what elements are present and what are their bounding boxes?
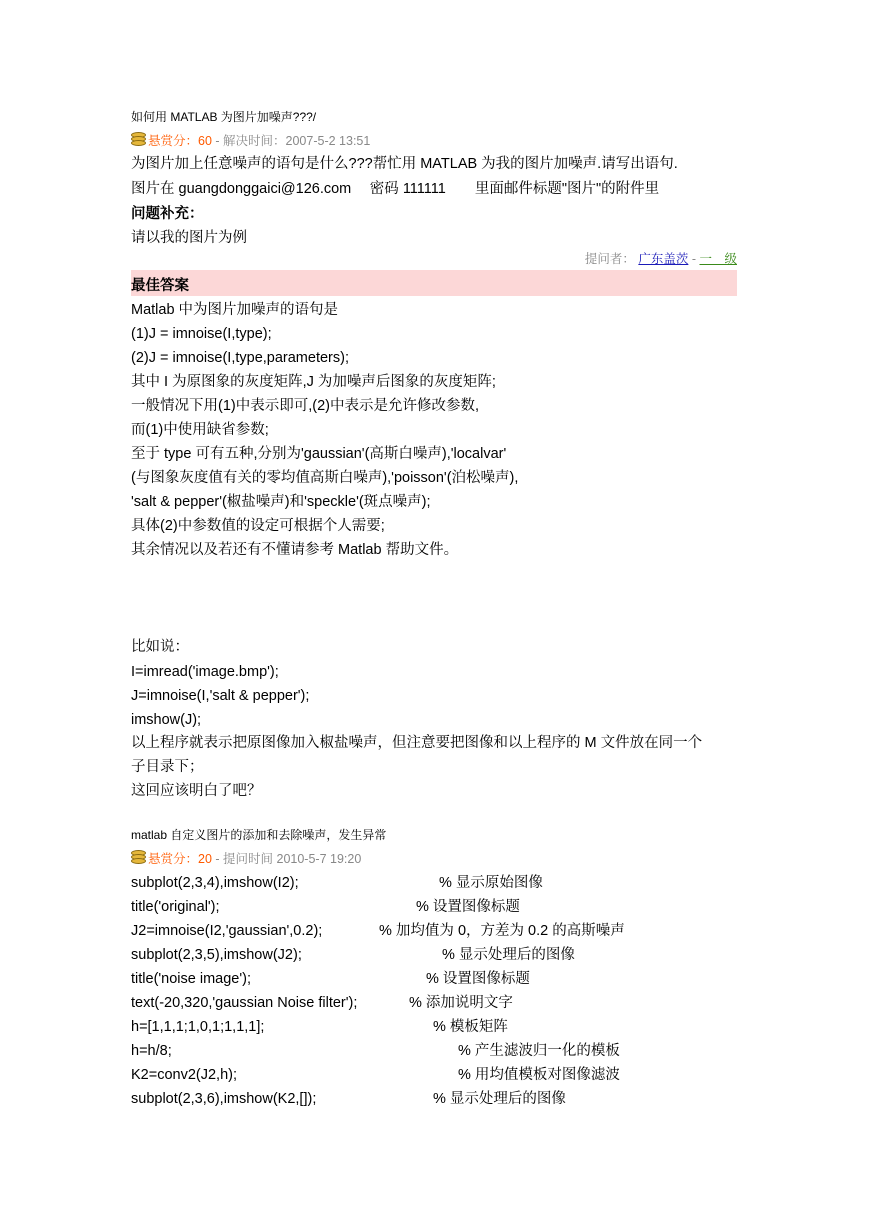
reward-label: 悬赏分： [148, 134, 199, 148]
asker-name-link[interactable]: 广东盖茨 [638, 252, 689, 266]
code-comment: % 加均值为 0，方差为 0.2 的高斯噪声 [379, 923, 625, 939]
best-answer-bar [131, 270, 737, 296]
example-line: 子目录下； [131, 759, 204, 775]
answer-line: 而(1)中使用缺省参数; [131, 422, 269, 438]
code-comment: % 显示处理后的图像 [433, 1091, 566, 1107]
coin-icon [131, 850, 148, 865]
asker-sep: - [688, 252, 700, 266]
answer-line: (2)J = imnoise(I,type,parameters); [131, 350, 349, 366]
example-line: J=imnoise(I,'salt & pepper'); [131, 688, 310, 704]
separator: - [211, 852, 224, 866]
ask-time: 提问时间 2010-5-7 19:20 [223, 852, 362, 866]
answer-line: 至于 type 可有五种,分别为'gaussian'(高斯白噪声),'localvar' [131, 446, 507, 462]
example-line: I=imread('image.bmp'); [131, 664, 279, 680]
question-title: 如何用 MATLAB 为图片加噪声???/ [131, 110, 317, 124]
code-line: subplot(2,3,5),imshow(J2); [131, 947, 302, 963]
code-line: J2=imnoise(I2,'gaussian',0.2); [131, 923, 323, 939]
example-line: 比如说： [131, 639, 189, 655]
reward-value: 20 [198, 852, 212, 866]
code-line: title('original'); [131, 899, 220, 915]
coin-icon [131, 132, 148, 147]
reward-line-2 [131, 850, 361, 868]
best-answer-heading: 最佳答案 [131, 278, 189, 294]
code-comment: % 设置图像标题 [426, 971, 530, 987]
answer-line: Matlab 中为图片加噪声的语句是 [131, 302, 339, 318]
asker-level-link[interactable]: 一 级 [699, 252, 737, 266]
code-comment: % 设置图像标题 [416, 899, 520, 915]
asker-label: 提问者： [584, 252, 635, 266]
answer-line: (与图象灰度值有关的零均值高斯白噪声),'poisson'(泊松噪声), [131, 470, 519, 486]
code-line: text(-20,320,'gaussian Noise filter'); [131, 995, 358, 1011]
code-line: subplot(2,3,6),imshow(K2,[]); [131, 1091, 317, 1107]
code-line: h=[1,1,1;1,0,1;1,1,1]; [131, 1019, 265, 1035]
code-comment: % 产生滤波归一化的模板 [458, 1043, 620, 1059]
code-comment: % 显示原始图像 [439, 875, 543, 891]
code-comment: % 显示处理后的图像 [442, 947, 575, 963]
answer-line: 'salt & pepper'(椒盐噪声)和'speckle'(斑点噪声); [131, 494, 431, 510]
question-line: 图片在 guangdonggaici@126.com 密码 111111 里面邮件标题"图片"的附件里 [131, 181, 660, 197]
supplement-title: 问题补充： [131, 206, 204, 222]
reward-line [131, 132, 370, 150]
code-line: title('noise image'); [131, 971, 251, 987]
code-line: h=h/8; [131, 1043, 172, 1059]
answer-line: (1)J = imnoise(I,type); [131, 326, 272, 342]
asker-info [585, 249, 737, 267]
code-line: K2=conv2(J2,h); [131, 1067, 237, 1083]
question2-title: matlab 自定义图片的添加和去除噪声，发生异常 [131, 828, 387, 842]
supplement-text: 请以我的图片为例 [131, 230, 247, 246]
example-line: imshow(J); [131, 712, 202, 728]
example-line: 这回应该明白了吧？ [131, 783, 262, 799]
answer-line: 具体(2)中参数值的设定可根据个人需要; [131, 518, 385, 534]
answer-line: 其中 I 为原图象的灰度矩阵,J 为加噪声后图象的灰度矩阵; [131, 374, 496, 390]
code-comment: % 用均值模板对图像滤波 [458, 1067, 620, 1083]
code-comment: % 模板矩阵 [433, 1019, 508, 1035]
answer-line: 其余情况以及若还有不懂请参考 Matlab 帮助文件。 [131, 542, 459, 558]
example-line: 以上程序就表示把原图像加入椒盐噪声，但注意要把图像和以上程序的 M 文件放在同一个 [131, 735, 703, 751]
code-line: subplot(2,3,4),imshow(I2); [131, 875, 299, 891]
reward-value: 60 [198, 134, 212, 148]
reward-label: 悬赏分： [148, 852, 199, 866]
question-line: 为图片加上任意噪声的语句是什么???帮忙用 MATLAB 为我的图片加噪声.请写出语句. [131, 156, 678, 172]
answer-line: 一般情况下用(1)中表示即可,(2)中表示是允许修改参数, [131, 398, 479, 414]
separator: - [211, 134, 224, 148]
resolved-time: 解决时间：2007-5-2 13:51 [223, 134, 371, 148]
code-comment: % 添加说明文字 [409, 995, 513, 1011]
